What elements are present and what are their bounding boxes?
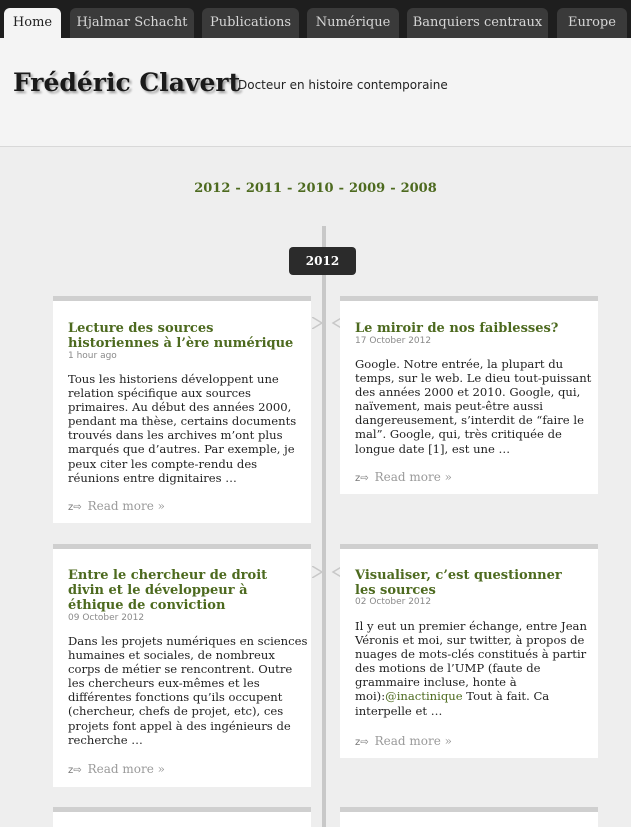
read-more-arrow-icon: z⇨ bbox=[68, 765, 82, 776]
post-card bbox=[340, 807, 598, 827]
post-date: 02 October 2012 bbox=[355, 597, 432, 607]
tab-europe[interactable]: Europe bbox=[557, 8, 627, 38]
year-navigation bbox=[0, 181, 631, 196]
tab-hjalmar-schacht[interactable]: Hjalmar Schacht bbox=[70, 8, 194, 38]
post-card bbox=[340, 296, 598, 494]
timeline-connector-left bbox=[312, 566, 324, 578]
post-excerpt: Il y eut un premier échange, entre Jean Véronis et moi, sur twitter, à propos de nuages de mots-clés constitués à partir des motions de l’UMP (faute de grammaire incluse, honte à moi):@inactinique Tout à fait. Ca interpelle et … bbox=[355, 619, 587, 718]
year-separator: - bbox=[390, 181, 396, 196]
year-separator: - bbox=[235, 181, 241, 196]
read-more-arrow-icon: z⇨ bbox=[355, 737, 369, 748]
tab-numerique[interactable]: Numérique bbox=[307, 8, 399, 38]
post-date: 1 hour ago bbox=[68, 351, 117, 361]
year-link-2010[interactable]: 2010 bbox=[297, 181, 334, 196]
year-link-2008[interactable]: 2008 bbox=[400, 181, 437, 196]
tab-publications[interactable]: Publications bbox=[202, 8, 299, 38]
top-navigation bbox=[0, 0, 631, 38]
post-date: 09 October 2012 bbox=[68, 613, 145, 623]
read-more-arrow-icon: z⇨ bbox=[68, 502, 82, 513]
site-title[interactable]: Frédéric Clavert bbox=[13, 68, 241, 97]
tab-home[interactable]: Home bbox=[4, 8, 61, 38]
post-card bbox=[53, 544, 311, 787]
read-more-link[interactable]: z⇨ Read more » bbox=[68, 762, 166, 776]
read-more-link[interactable]: z⇨ Read more » bbox=[68, 499, 166, 513]
post-card bbox=[53, 807, 311, 827]
year-link-2011[interactable]: 2011 bbox=[245, 181, 282, 196]
post-excerpt: Google. Notre entrée, la plupart du temps, sur le web. Le dieu tout-puissant des années 2000 et 2010. Google, qui, naïvement, mais peut-être aussi dangereusement, s’interdit de “faire le mal”. Google, qui, très critiquée de longue date [1], est une … bbox=[355, 357, 592, 456]
post-title[interactable]: Lecture des sources historiennes à l’ère numérique bbox=[68, 321, 294, 351]
timeline-connector-left bbox=[312, 317, 324, 329]
tab-banquiers-centraux[interactable]: Banquiers centraux bbox=[407, 8, 548, 38]
post-title[interactable]: Visualiser, c’est questionner les sources bbox=[355, 568, 562, 598]
year-separator: - bbox=[338, 181, 344, 196]
post-date: 17 October 2012 bbox=[355, 336, 432, 346]
post-excerpt: Dans les projets numériques en sciences humaines et sociales, de nombreux corps de métier se rencontrent. Outre les chercheurs eux-mêmes et les différentes fonctions qu’ils occupent (chercheur, chefs de projet, etc), ces projets font appel à des ingénieurs de recherche … bbox=[68, 634, 308, 747]
year-link-2009[interactable]: 2009 bbox=[349, 181, 386, 196]
year-badge: 2012 bbox=[289, 247, 356, 275]
post-card bbox=[340, 544, 598, 758]
site-tagline: Docteur en histoire contemporaine bbox=[238, 78, 448, 92]
post-title[interactable]: Le miroir de nos faiblesses? bbox=[355, 321, 559, 336]
twitter-handle-link[interactable]: @inactinique bbox=[385, 689, 463, 704]
site-header bbox=[0, 38, 631, 147]
read-more-link[interactable]: z⇨ Read more » bbox=[355, 470, 453, 484]
year-link-2012[interactable]: 2012 bbox=[194, 181, 231, 196]
post-card bbox=[53, 296, 311, 523]
read-more-arrow-icon: z⇨ bbox=[355, 473, 369, 484]
post-title[interactable]: Entre le chercheur de droit divin et le développeur à éthique de conviction bbox=[68, 568, 268, 613]
post-excerpt: Tous les historiens développent une relation spécifique aux sources primaires. Au début des années 2000, pendant ma thèse, certains documents trouvés dans les archives m’ont plus marqués que d’autres. Par exemple, je peux citer les compte-rendu des réunions entre dignitaires … bbox=[68, 372, 297, 485]
year-separator: - bbox=[287, 181, 293, 196]
read-more-link[interactable]: z⇨ Read more » bbox=[355, 734, 453, 748]
